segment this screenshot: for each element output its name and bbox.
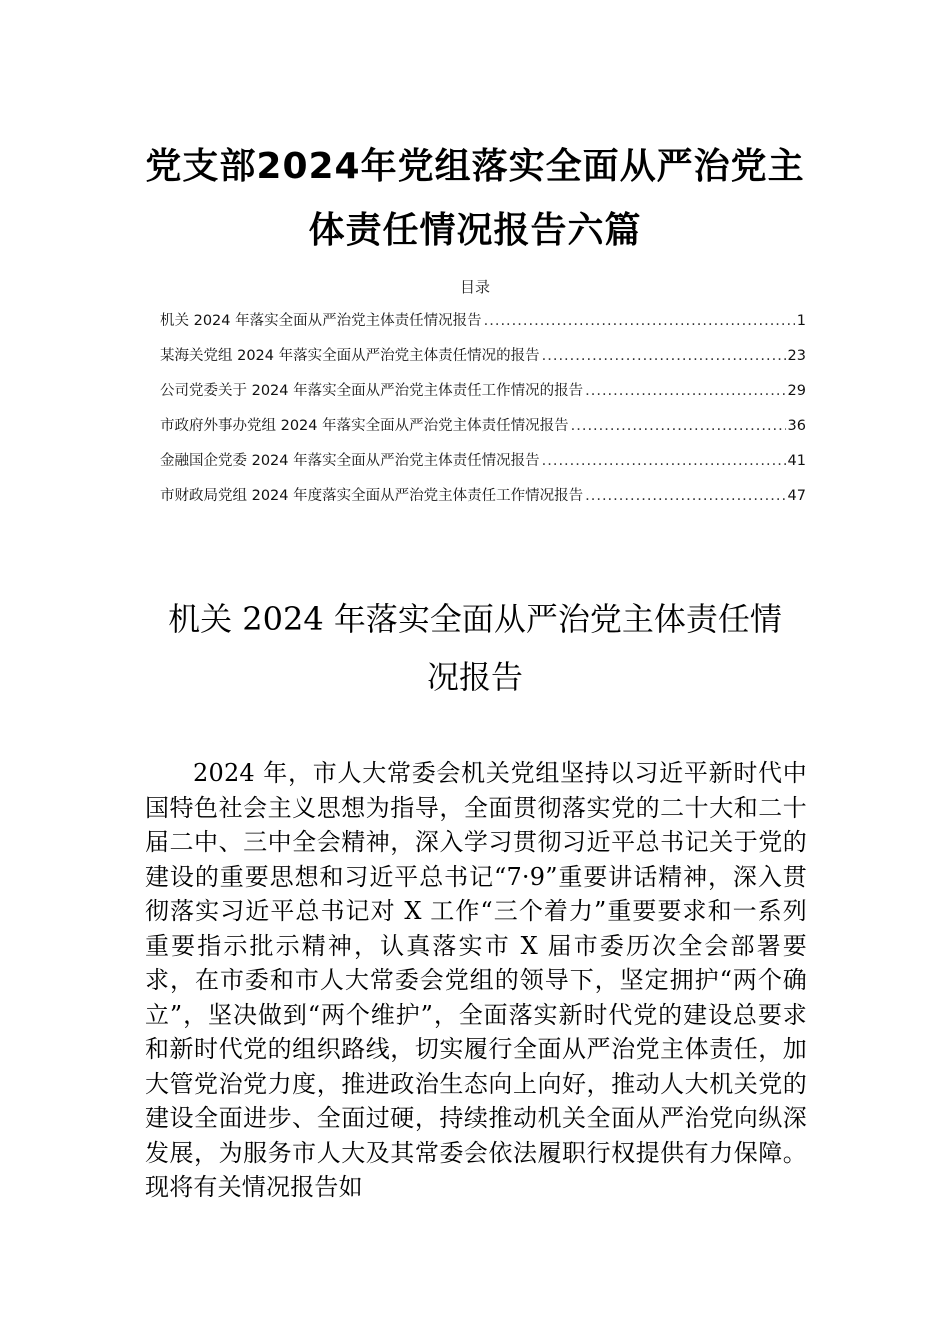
toc-entry-title: 市财政局党组 2024 年度落实全面从严治党主体责任工作情况报告 xyxy=(160,488,584,504)
toc-dot-leader xyxy=(585,485,785,507)
toc-entry-page: 29 xyxy=(787,383,806,399)
toc-heading: 目录 xyxy=(459,278,490,296)
toc-dot-leader xyxy=(542,450,786,472)
toc-entry-title: 市政府外事办党组 2024 年落实全面从严治党主体责任情况报告 xyxy=(160,418,569,434)
toc-entry-page: 41 xyxy=(787,453,806,469)
document-title-line-1: 党支部2024年党组落实全面从严治党主 xyxy=(145,146,805,187)
toc-entry-page: 23 xyxy=(787,348,806,364)
toc-dot-leader xyxy=(571,415,786,437)
section-title-line-2: 况报告 xyxy=(426,658,523,696)
toc-entry[interactable] xyxy=(160,450,806,485)
section-title-line-1: 机关 2024 年落实全面从严治党主体责任情 xyxy=(168,600,782,638)
toc-entry[interactable] xyxy=(160,485,806,520)
toc-entry-page: 36 xyxy=(787,418,806,434)
toc-entry-title: 机关 2024 年落实全面从严治党主体责任情况报告 xyxy=(160,313,482,329)
section-title xyxy=(140,590,810,706)
toc-entry-title: 某海关党组 2024 年落实全面从严治党主体责任情况的报告 xyxy=(160,348,540,364)
toc-entry-page: 47 xyxy=(787,488,806,504)
toc-entry[interactable] xyxy=(160,310,806,345)
toc-entry-title: 金融国企党委 2024 年落实全面从严治党主体责任情况报告 xyxy=(160,453,540,469)
toc-entry[interactable] xyxy=(160,415,806,450)
document-title xyxy=(120,135,830,263)
toc-entry[interactable] xyxy=(160,345,806,380)
toc-entry-page: 1 xyxy=(796,313,806,329)
document-title-line-2: 体责任情况报告六篇 xyxy=(308,210,642,251)
body-paragraph: 2024 年，市人大常委会机关党组坚持以习近平新时代中国特色社会主义思想为指导，全面贯彻落实党的二十大和二十届二中、三中全会精神，深入学习贯彻习近平总书记关于党的建设的重要思想和习近平总书记“7·9”重要讲话精神，深入贯彻落实习近平总书记对 X 工作“三个着力”重要要求和一系列重要指示批示精神，认真落实市 X 届市委历次全会部署要求，在市委和市人大常委会党组的领导下，坚定拥护“两个确立”，坚决做到“两个维护”，全面落实新时代党的建设总要求和新时代党的组织路线，切实履行全面从严治党主体责任，加大管党治党力度，推进政治生态向上向好，推动人大机关党的建设全面进步、全面过硬，持续推动机关全面从严治党向纵深发展，为服务市人大及其常委会依法履职行权提供有力保障。现将有关情况报告如 xyxy=(145,759,807,1201)
toc-entry-title: 公司党委关于 2024 年落实全面从严治党主体责任工作情况的报告 xyxy=(160,383,584,399)
toc-entry[interactable] xyxy=(160,380,806,415)
toc-dot-leader xyxy=(484,310,795,332)
toc-dot-leader xyxy=(542,345,786,367)
table-of-contents xyxy=(160,310,806,520)
toc-dot-leader xyxy=(585,380,785,402)
